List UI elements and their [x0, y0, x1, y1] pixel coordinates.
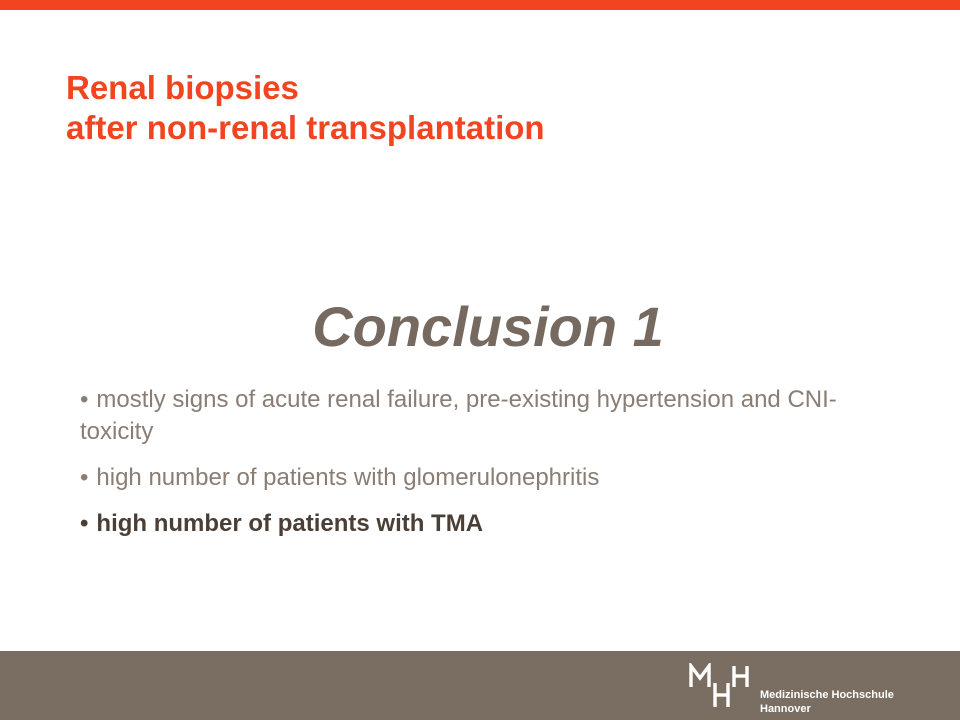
institution-name-line-2: Hannover — [760, 703, 811, 715]
bullet-dot: • — [80, 464, 89, 491]
institution-name — [760, 688, 894, 716]
bullet-dot: • — [80, 510, 89, 537]
slide-title-line-1: Renal biopsies — [66, 69, 299, 106]
bullet-item-emphasized — [80, 508, 900, 540]
bullet-text: high number of patients with glomerulonephritis — [96, 464, 600, 491]
institution-name-line-1: Medizinische Hochschule — [760, 689, 894, 701]
bullet-text: high number of patients with TMA — [96, 510, 484, 537]
mhh-logo-icon — [689, 663, 749, 709]
conclusion-heading: Conclusion 1 — [312, 295, 664, 358]
slide-title-line-2: after non-renal transplantation — [66, 109, 545, 146]
slide-title — [66, 68, 545, 148]
bullet-text: mostly signs of acute renal failure, pre-existing hypertension and CNI-toxicity — [80, 386, 837, 445]
top-accent-bar — [0, 0, 960, 10]
conclusion-bullet-list — [80, 384, 900, 554]
bullet-dot: • — [80, 386, 89, 413]
bullet-item — [80, 462, 900, 494]
bullet-item — [80, 384, 900, 448]
